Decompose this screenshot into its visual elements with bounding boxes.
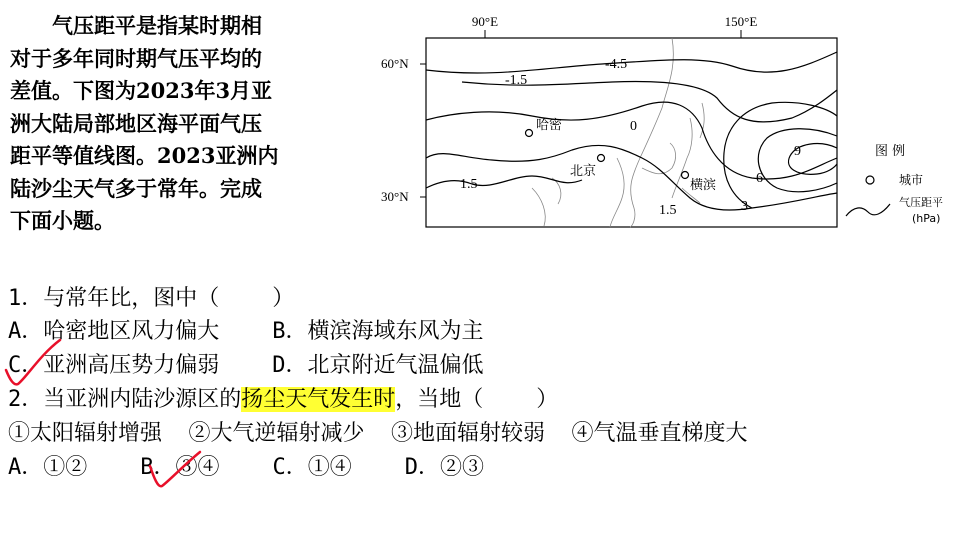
intro-line: 洲大陆局部地区海平面气压 (10, 110, 262, 136)
question-1-stem-text: 1．与常年比，图中（ ） (8, 286, 295, 311)
lat-label-30n: 30°N (381, 189, 409, 204)
legend-city-label: 城市 (899, 173, 924, 187)
city-marker-hami (526, 130, 533, 137)
isobar-label: 1.5 (659, 203, 677, 218)
intro-line: 距平等值线图。2023亚洲内 (10, 143, 279, 168)
q1-option-c[interactable]: C．亚洲高压势力偏弱 (8, 353, 220, 378)
q2-stem-after: ，当地（ ） (395, 387, 559, 412)
q2-statements-text: ①太阳辐射增强 ②大气逆辐射减少 ③地面辐射较弱 ④气温垂直梯度大 (8, 421, 748, 446)
q2-stem-before: 2．当亚洲内陆沙源区的 (8, 387, 242, 412)
q2-option-a[interactable]: A．①② (8, 455, 88, 480)
q2-option-b[interactable]: B．③④ (140, 455, 220, 480)
isobar-label: 9 (794, 144, 801, 159)
question-2-stem (8, 383, 558, 417)
pressure-anomaly-map (372, 8, 960, 240)
legend-isoline-unit: (hPa) (912, 212, 941, 225)
city-label-hami: 哈密 (536, 118, 563, 133)
isobar-label: 3 (741, 199, 748, 214)
city-label-yokohama: 横滨 (690, 178, 717, 193)
city-marker-yokohama (682, 172, 689, 179)
city-marker-beijing (598, 155, 605, 162)
intro-line: 陆沙尘天气多于常年。完成 (10, 175, 262, 201)
intro-line: 对于多年同时期气压平均的 (10, 45, 262, 71)
intro-line: 差值。下图为2023年3月亚 (10, 78, 273, 103)
isobar-label: 1.5 (460, 177, 478, 192)
intro-line: 下面小题。 (10, 208, 115, 233)
lat-label-60n: 60°N (381, 56, 409, 71)
isobar-label: 0 (630, 119, 637, 134)
check-mark-q1 (0, 330, 80, 390)
q1-option-a[interactable]: A．哈密地区风力偏大 (8, 319, 220, 344)
isobar-label: 6 (756, 171, 763, 186)
q2-option-d[interactable]: D．②③ (404, 455, 484, 480)
q2-stem-highlight: 扬尘天气发生时 (241, 387, 396, 412)
q2-option-c[interactable]: C．①④ (272, 455, 352, 480)
city-label-beijing: 北京 (570, 164, 597, 179)
check-mark-q2 (140, 440, 220, 500)
lon-label-150e: 150°E (724, 14, 758, 29)
isobar-label: -4.5 (605, 57, 628, 72)
question-2-options (8, 451, 484, 485)
legend-city-symbol (866, 176, 874, 184)
question-2-statements (8, 417, 747, 451)
q1-option-b[interactable]: B．横滨海域东风为主 (272, 319, 484, 344)
legend-title: 图 例 (875, 144, 906, 159)
legend-isoline-symbol (846, 204, 890, 216)
legend-isoline-label: 气压距平 (899, 196, 943, 209)
intro-line: 气压距平是指某时期相 (52, 13, 262, 38)
intro-paragraph (10, 10, 355, 238)
map-legend (846, 144, 943, 225)
isobar-label: -1.5 (505, 73, 528, 88)
lon-label-90e: 90°E (471, 14, 499, 29)
q1-option-d[interactable]: D．北京附近气温偏低 (272, 353, 484, 378)
question-1-stem (8, 282, 294, 316)
